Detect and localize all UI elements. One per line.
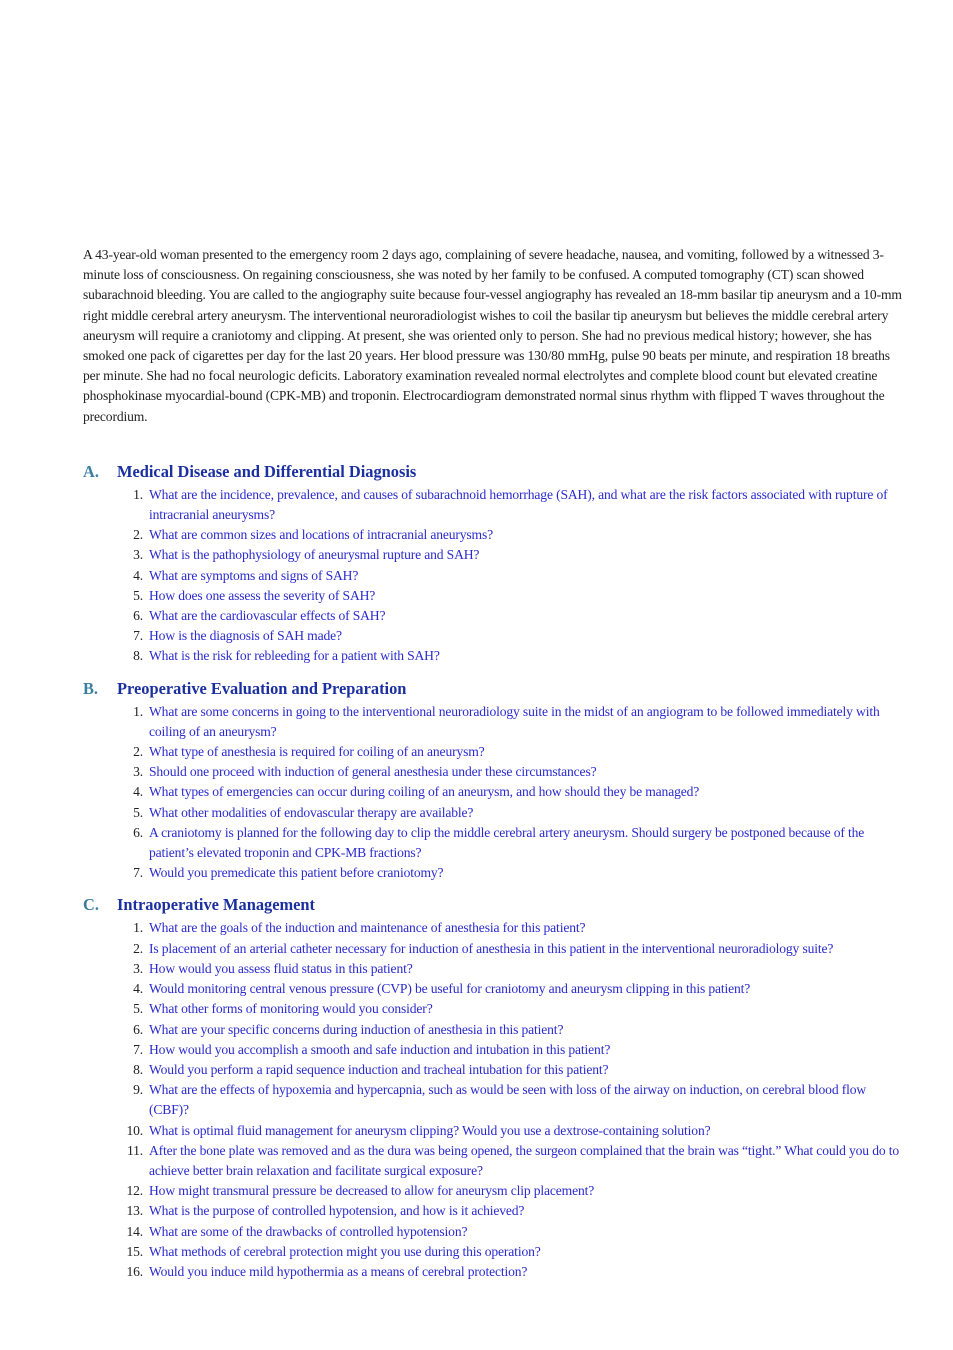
question-text[interactable]: What are some concerns in going to the interventional neuroradiology suite in the midst of an angiogram to be followed immediately with coiling of an aneurysm? [149, 703, 880, 739]
question-text[interactable]: How might transmural pressure be decreased to allow for aneurysm clip placement? [149, 1183, 595, 1199]
question-number: 5. [133, 804, 143, 820]
question-item [83, 959, 903, 979]
question-text[interactable]: Should one proceed with induction of general anesthesia under these circumstances? [149, 764, 597, 780]
question-number: 3. [133, 547, 143, 563]
question-item [83, 525, 903, 545]
question-item [83, 545, 903, 565]
question-item [83, 1262, 903, 1282]
question-item [83, 586, 903, 606]
question-number: 4. [133, 784, 143, 800]
question-text[interactable]: What other forms of monitoring would you consider? [149, 1001, 433, 1017]
question-item [83, 918, 903, 938]
question-item [83, 566, 903, 586]
question-number: 1. [133, 703, 143, 719]
question-item [83, 485, 903, 525]
question-text[interactable]: After the bone plate was removed and as the dura was being opened, the surgeon complained that the brain was “tight.” What could you do to achieve better brain relaxation and facilitate surgical exposure? [149, 1142, 900, 1178]
question-text[interactable]: How is the diagnosis of SAH made? [149, 628, 342, 644]
question-text[interactable]: What are common sizes and locations of intracranial aneurysms? [149, 527, 494, 543]
question-number: 13. [126, 1203, 143, 1219]
question-item [83, 1181, 903, 1201]
question-number: 3. [133, 960, 143, 976]
question-text[interactable]: How would you assess fluid status in this patient? [149, 960, 413, 976]
section-letter: B. [83, 678, 99, 698]
question-item [83, 606, 903, 626]
section-heading [83, 461, 903, 483]
question-text[interactable]: What methods of cerebral protection might you use during this operation? [149, 1243, 541, 1259]
question-item [83, 939, 903, 959]
question-item [83, 1060, 903, 1080]
question-number: 11. [126, 1142, 143, 1158]
question-number: 2. [133, 744, 143, 760]
question-number: 7. [133, 628, 143, 644]
question-number: 12. [126, 1183, 143, 1199]
question-number: 4. [133, 981, 143, 997]
question-item [83, 1020, 903, 1040]
question-number: 7. [133, 1041, 143, 1057]
question-number: 15. [126, 1243, 143, 1259]
question-item [83, 803, 903, 823]
question-item [83, 762, 903, 782]
question-text[interactable]: What types of emergencies can occur during coiling of an aneurysm, and how should they be managed? [149, 784, 700, 800]
question-item [83, 702, 903, 742]
question-number: 8. [133, 648, 143, 664]
section-b [83, 678, 903, 884]
question-text[interactable]: Would you perform a rapid sequence induction and tracheal intubation for this patient? [149, 1061, 609, 1077]
question-text[interactable]: What are your specific concerns during induction of anesthesia in this patient? [149, 1021, 564, 1037]
question-text[interactable]: What is the risk for rebleeding for a patient with SAH? [149, 648, 440, 664]
question-text[interactable]: What are the incidence, prevalence, and causes of subarachnoid hemorrhage (SAH), and what are the risk factors associated with rupture of intracranial aneurysms? [149, 486, 888, 523]
section-letter: A. [83, 461, 99, 481]
section-title: Medical Disease and Differential Diagnosis [117, 461, 417, 481]
question-text[interactable]: What is the pathophysiology of aneurysmal rupture and SAH? [149, 547, 480, 563]
question-number: 14. [126, 1223, 143, 1239]
question-item [83, 999, 903, 1019]
question-item [83, 1201, 903, 1221]
question-item [83, 1080, 903, 1120]
document-page [83, 245, 903, 1282]
question-item [83, 782, 903, 802]
question-number: 7. [133, 865, 143, 881]
question-item [83, 823, 903, 863]
question-number: 1. [133, 920, 143, 936]
question-text[interactable]: Would you premedicate this patient before craniotomy? [149, 865, 444, 881]
question-item [83, 1141, 903, 1181]
question-number: 1. [133, 486, 143, 502]
question-item [83, 1121, 903, 1141]
question-text[interactable]: What is the purpose of controlled hypotension, and how is it achieved? [149, 1203, 525, 1219]
question-item [83, 646, 903, 666]
section-a [83, 461, 903, 667]
question-number: 6. [133, 824, 143, 840]
question-item [83, 1222, 903, 1242]
question-list [83, 918, 903, 1282]
question-number: 4. [133, 567, 143, 583]
question-number: 5. [133, 1001, 143, 1017]
question-item [83, 1242, 903, 1262]
question-text[interactable]: How would you accomplish a smooth and safe induction and intubation in this patient? [149, 1041, 611, 1057]
question-item [83, 863, 903, 883]
section-letter: C. [83, 895, 99, 915]
question-item [83, 742, 903, 762]
question-text[interactable]: Would you induce mild hypothermia as a means of cerebral protection? [149, 1263, 528, 1279]
question-number: 6. [133, 1021, 143, 1037]
question-number: 9. [133, 1082, 143, 1098]
sections-container [83, 461, 903, 1282]
question-number: 8. [133, 1061, 143, 1077]
question-number: 10. [126, 1122, 143, 1138]
question-text[interactable]: What other modalities of endovascular therapy are available? [149, 804, 474, 820]
question-text[interactable]: What are symptoms and signs of SAH? [149, 567, 359, 583]
question-number: 2. [133, 940, 143, 956]
question-number: 2. [133, 527, 143, 543]
question-text[interactable]: What are the goals of the induction and maintenance of anesthesia for this patient? [149, 920, 586, 936]
question-number: 16. [126, 1263, 143, 1279]
question-text[interactable]: What are some of the drawbacks of controlled hypotension? [149, 1223, 468, 1239]
question-number: 5. [133, 587, 143, 603]
question-list [83, 485, 903, 667]
question-text[interactable]: Would monitoring central venous pressure (CVP) be useful for craniotomy and aneurysm clipping in this patient? [149, 981, 751, 997]
question-text[interactable]: What is optimal fluid management for aneurysm clipping? Would you use a dextrose-containing solution? [149, 1122, 711, 1138]
question-text[interactable]: What are the effects of hypoxemia and hypercapnia, such as would be seen with loss of the airway on induction, on cerebral blood flow (CBF)? [149, 1082, 867, 1118]
question-number: 6. [133, 608, 143, 624]
question-list [83, 702, 903, 884]
section-title: Preoperative Evaluation and Preparation [117, 678, 407, 698]
case-description: A 43-year-old woman presented to the emergency room 2 days ago, complaining of severe headache, nausea, and vomiting, followed by a witnessed 3-minute loss of consciousness. On regaining consciousness, she was noted by her family to be confused. A computed tomography (CT) scan showed subarachnoid bleeding. You are called to the angiography suite because four-vessel angiography has revealed an 18-mm basilar tip aneurysm and a 10-mm right middle cerebral artery aneurysm. The interventional neuroradiologist wishes to coil the basilar tip aneurysm but believes the middle cerebral artery aneurysm will require a craniotomy and clipping. At present, she was oriented only to person. She had no previous medical history; however, she has smoked one pack of cigarettes per day for the last 20 years. Her blood pressure was 130/80 mmHg, pulse 90 beats per minute, and respiration 18 breaths per minute. She had no focal neurologic deficits. Laboratory examination revealed normal electrolytes and complete blood count but elevated creatine phosphokinase myocardial-bound (CPK-MB) and troponin. Electrocardiogram demonstrated normal sinus rhythm with flipped T waves throughout the precordium. [83, 247, 902, 424]
section-title: Intraoperative Management [117, 895, 316, 915]
question-item [83, 1040, 903, 1060]
question-text[interactable]: What type of anesthesia is required for coiling of an aneurysm? [149, 744, 485, 760]
section-heading [83, 678, 903, 700]
question-text[interactable]: How does one assess the severity of SAH? [149, 587, 376, 603]
section-c [83, 894, 903, 1282]
question-text[interactable]: Is placement of an arterial catheter necessary for induction of anesthesia in this patient in the interventional neuroradiology suite? [149, 940, 834, 956]
question-text[interactable]: A craniotomy is planned for the following day to clip the middle cerebral artery aneurysm. Should surgery be postponed because of the patient’s elevated troponin and CPK-MB fractions? [149, 824, 865, 861]
question-item [83, 626, 903, 646]
question-text[interactable]: What are the cardiovascular effects of SAH? [149, 608, 386, 624]
section-heading [83, 894, 903, 916]
question-number: 3. [133, 764, 143, 780]
question-item [83, 979, 903, 999]
